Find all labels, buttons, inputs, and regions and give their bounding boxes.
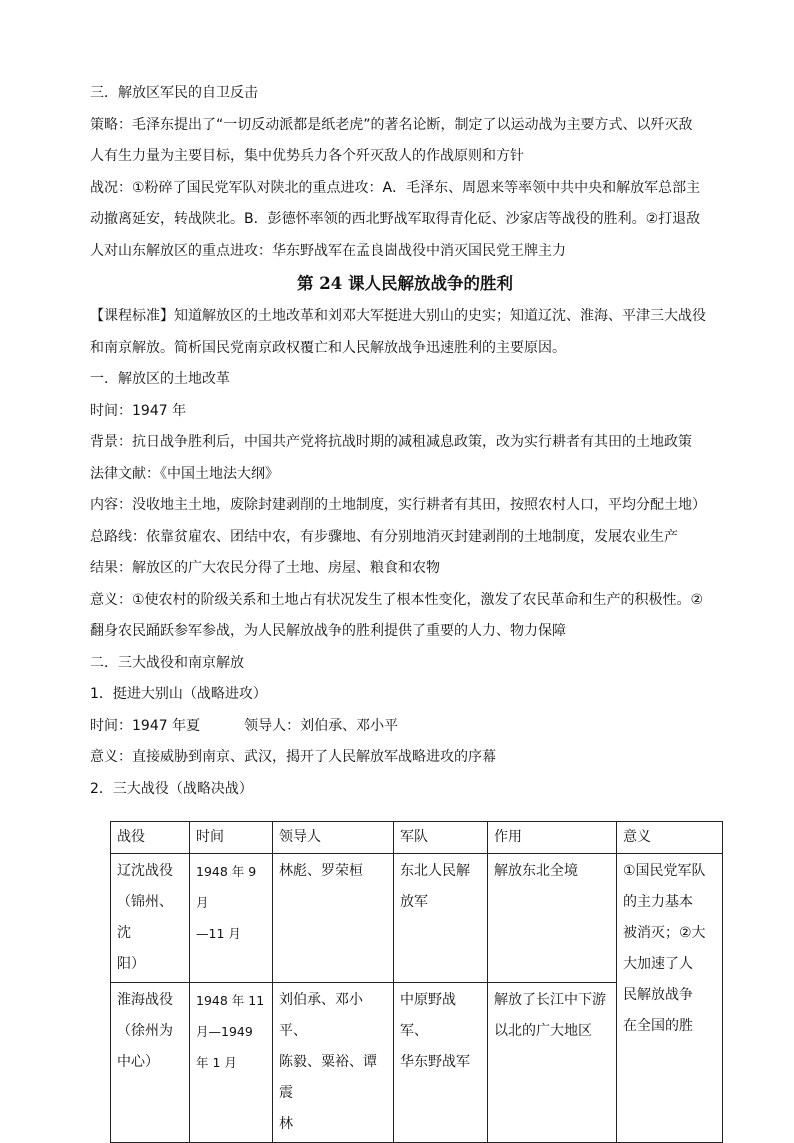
strategy-line: 策略：毛泽东提出了“一切反动派都是纸老虎”的著名论断，制定了以运动战为主要方式、以歼灭敌 xyxy=(90,116,693,133)
document-page xyxy=(90,78,720,805)
section-heading: 三．解放区军民的自卫反击 xyxy=(90,85,258,101)
time-cell: 1948 年 9 月 —11 月 xyxy=(190,854,273,983)
lesson-title: 第 24 课人民解放战争的胜利 xyxy=(297,274,513,293)
time-cell: 1948 年 11 月—1949 年 1 月 xyxy=(190,983,273,1143)
significance-line: 意义：①使农村的阶级关系和土地占有状况发生了根本性变化，激发了农民革命和生产的积极性。② xyxy=(90,591,704,608)
strategy-line: 人有生力量为主要目标，集中优势兵力各个歼灭敌人的作战原则和方针 xyxy=(90,148,524,164)
header-cell: 战役 xyxy=(111,822,190,854)
battle-results-line: 人对山东解放区的重点进攻：华东野战军在孟良崮战役中消灭国民党王牌主力 xyxy=(90,242,566,259)
battle-cell: 淮海战役 （徐州为 中心） xyxy=(111,983,190,1143)
meaning-cell: ①国民党军队 的主力基本 被消灭；②大 大加速了人 民解放战争 在全国的胜 xyxy=(617,854,723,1143)
time-line: 时间：1947 年 xyxy=(90,402,187,419)
effect-cell: 解放了长江中下游 以北的广大地区 xyxy=(488,983,617,1143)
army-cell: 中原野战军、 华东野战军 xyxy=(394,983,488,1143)
leaders-cell: 刘伯承、邓小平、 陈毅、粟裕、谭震 林 xyxy=(273,983,394,1143)
table-row xyxy=(111,854,723,983)
background-line: 背景：抗日战争胜利后，中国共产党将抗战时期的减租减息政策，改为实行耕者有其田的土地政策 xyxy=(90,434,692,450)
time-text: 时间：1947 年夏 xyxy=(90,717,201,734)
part-heading: 二．三大战役和南京解放 xyxy=(90,654,244,671)
result-line: 结果：解放区的广大农民分得了土地、房屋、粮食和农物 xyxy=(90,560,440,576)
battle-cell: 辽沈战役 （锦州、沈 阳） xyxy=(111,854,190,983)
header-cell: 意义 xyxy=(617,822,723,854)
effect-cell: 解放东北全境 xyxy=(488,854,617,983)
time-leader-line xyxy=(90,711,720,743)
header-cell: 领导人 xyxy=(273,822,394,854)
subheading: 1．挺进大别山（战略进攻） xyxy=(90,686,267,702)
significance-line: 意义：直接威胁到南京、武汉，揭开了人民解放军战略进攻的序幕 xyxy=(90,749,496,765)
battle-results-line: 战况：①粉碎了国民党军队对陕北的重点进攻：A．毛泽东、周恩来等率领中共中央和解放军总部主 xyxy=(90,179,701,196)
army-cell: 东北人民解 放军 xyxy=(394,854,488,983)
general-line: 总路线：依靠贫雇农、团结中农，有步骤地、有分别地消灭封建剥削的土地制度，发展农业生产 xyxy=(90,528,678,545)
battle-results-line: 动撤离延安，转战陕北。B．彭德怀率领的西北野战军取得青化砭、沙家店等战役的胜利。②打退敌 xyxy=(90,211,701,227)
leaders-cell: 林彪、罗荣桓 xyxy=(273,854,394,983)
leaders-text: 领导人：刘伯承、邓小平 xyxy=(244,717,399,734)
course-standard-line: 【课程标准】知道解放区的土地改革和刘邓大军挺进大别山的史实；知道辽沈、淮海、平津三大战役 xyxy=(90,308,706,324)
law-line: 法律文献：《中国土地法大纲》 xyxy=(90,465,279,482)
course-standard-line: 和南京解放。简析国民党南京政权覆亡和人民解放战争迅速胜利的主要原因。 xyxy=(90,339,566,356)
content-line: 内容：没收地主土地，废除封建剥削的土地制度，实行耕者有其田，按照农村人口，平均分配土地） xyxy=(90,497,706,513)
subheading: 2．三大战役（战略决战） xyxy=(90,780,253,797)
header-cell: 时间 xyxy=(190,822,273,854)
table-header-row xyxy=(111,822,723,854)
header-cell: 军队 xyxy=(394,822,488,854)
header-cell: 作用 xyxy=(488,822,617,854)
campaigns-table xyxy=(110,821,723,1143)
significance-line: 翻身农民踊跃参军参战，为人民解放战争的胜利提供了重要的人力、物力保障 xyxy=(90,623,566,639)
part-heading: 一．解放区的土地改革 xyxy=(90,371,230,387)
